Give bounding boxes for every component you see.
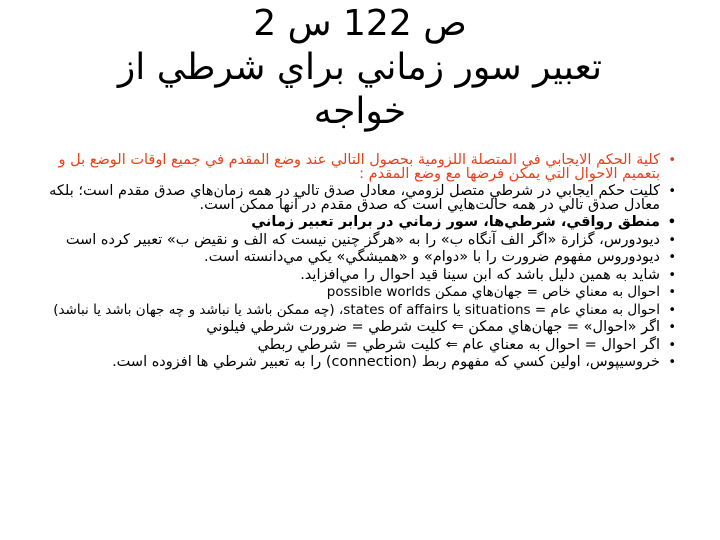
slide-title [40, 2, 680, 134]
bullet-possible-worlds: • احوال به معناي خاص = جهان‌هاي ممكن possible worlds [40, 286, 682, 300]
bullet-stoic-heading: • منطق رواقي، شرطي‌ها، سور زماني در برابر تعبير زماني [40, 216, 682, 230]
bullet-chrysippus: • خروسيپوس، اولين كسي كه مفهوم ربط (connection) را به تعبير شرطي ها افزوده است. [40, 356, 682, 370]
bullet-translation: • كليت حكم ايجابي در شرطي متصل لزومي، معادل صدق تالي در همه زمان‌هاي صدق مقدم است؛ بلكه معادل صدق تالي در همه حالت‌هايي است كه صدق مقدم در آنها ممكن است. [40, 185, 682, 212]
bullet-necessity: • ديودوروس مفهوم ضرورت را با «دوام» و «هميشگي» يكي مي‌دانسته است. [40, 251, 682, 265]
bullet-connective: • اگر احوال = احوال به معناي عام ⇐ كليت شرطي = شرطي ربطي [40, 339, 682, 353]
bullet-diodorus: • ديودورس، گزارة «اگر الف آنگاه ب» را به «هرگز چنين نيست كه الف و نقيض ب» تعبير كرده است [40, 234, 682, 248]
title-line-2: تعبير سور زماني براي شرطي از [117, 47, 603, 88]
bullet-list [40, 154, 682, 374]
bullet-situations: • احوال به معناي عام = situations يا states of affairs، (چه ممكن باشد يا نباشد و چه جهان باشد يا نباشد) [40, 304, 682, 318]
title-line-3: خواجه [313, 91, 407, 132]
bullet-avicenna: • شايد به همين دليل باشد كه ابن سينا قيد احوال را مي‌افزايد. [40, 269, 682, 283]
title-line-1: ص 122 س 2 [253, 3, 467, 44]
bullet-arabic-quote: • كلية الحكم الايجابي في المتصلة اللزومية بحصول التالي عند وضع المقدم في جميع اوقات الوضع بل و بتعميم الاحوال التي يمكن فرضها مع وضع المقدم : [40, 154, 682, 181]
bullet-philonian: • اگر «احوال» = جهان‌هاي ممكن ⇐ كليت شرطي = ضرورت شرطي فيلوني [40, 321, 682, 335]
